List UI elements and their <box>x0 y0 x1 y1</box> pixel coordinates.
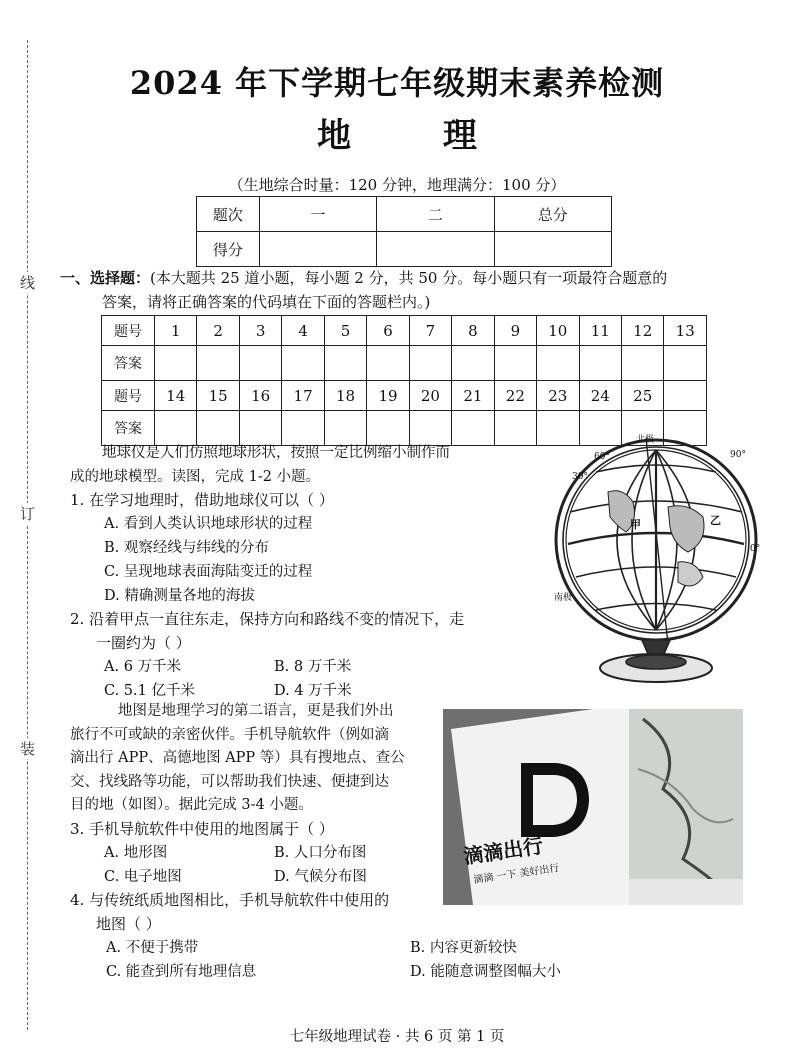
globe-label-south: 南极 <box>554 593 573 603</box>
navigation-app-photo <box>443 709 743 905</box>
answer-cell[interactable] <box>664 346 707 381</box>
answer-cell[interactable] <box>452 411 494 446</box>
question-number: 1 <box>155 316 197 346</box>
question-number: 11 <box>579 316 621 346</box>
section-instructions <box>60 266 780 314</box>
globe-illustration <box>538 432 778 687</box>
passage-map <box>70 700 442 818</box>
question-stem: 4. 与传统纸质地图相比，手机导航软件中使用的 <box>70 891 390 909</box>
question-number <box>664 381 707 411</box>
answer-cell[interactable] <box>494 346 536 381</box>
passage-line: 目的地（如图）。据此完成 3-4 小题。 <box>70 797 313 813</box>
answer-cell[interactable] <box>282 346 324 381</box>
question-stem-cont: 一圈约为（ ） <box>96 634 191 652</box>
question-stem: 2. 沿着甲点一直往东走，保持方向和路线不变的情况下，走 <box>70 610 465 628</box>
score-header-cell: 题次 <box>197 197 260 232</box>
answer-cell[interactable] <box>367 411 409 446</box>
question-number: 10 <box>537 316 579 346</box>
table-row <box>102 381 707 411</box>
question-number: 8 <box>452 316 494 346</box>
option-3b[interactable]: B. 人口分布图 <box>274 845 367 861</box>
question-number: 24 <box>579 381 621 411</box>
question-label: 题号 <box>102 381 155 411</box>
answer-cell[interactable] <box>324 346 366 381</box>
passage-line: 交、找线路等功能，可以帮助我们快速、便捷到达 <box>70 773 389 790</box>
question-number: 5 <box>324 316 366 346</box>
question-number: 18 <box>324 381 366 411</box>
score-header-cell: 二 <box>377 197 494 232</box>
option-1c[interactable]: C. 呈现地球表面海陆变迁的过程 <box>104 564 313 580</box>
instructions-line-2: 答案，请将正确答案的代码填在下面的答题栏内。) <box>102 293 431 311</box>
question-number: 13 <box>664 316 707 346</box>
table-row <box>197 232 612 267</box>
answer-cell[interactable] <box>324 411 366 446</box>
subject-title: 地 理 <box>317 116 517 156</box>
question-number: 23 <box>537 381 579 411</box>
answer-label: 答案 <box>102 411 155 446</box>
answer-cell[interactable] <box>197 346 239 381</box>
question-stem: 3. 手机导航软件中使用的地图属于（ ） <box>70 820 334 838</box>
answer-cell[interactable] <box>239 411 281 446</box>
option-2b[interactable]: B. 8 万千米 <box>274 659 352 675</box>
question-1 <box>70 488 540 608</box>
score-header-cell: 一 <box>259 197 376 232</box>
table-row <box>102 346 707 381</box>
question-number: 17 <box>282 381 324 411</box>
answer-cell[interactable] <box>197 411 239 446</box>
score-cell[interactable] <box>377 232 494 267</box>
answer-cell[interactable] <box>155 346 197 381</box>
page-footer: 七年级地理试卷 · 共 6 页 第 1 页 <box>289 1029 505 1045</box>
question-number: 3 <box>239 316 281 346</box>
margin-char-zhuang: 装 <box>20 740 36 758</box>
option-1b[interactable]: B. 观察经线与纬线的分布 <box>104 540 269 556</box>
exam-title: 2024 年下学期七年级期末素养检测 <box>129 64 665 102</box>
answer-cell[interactable] <box>282 411 324 446</box>
passage-line: 地图是地理学习的第二语言，更是我们外出 <box>118 703 394 719</box>
question-number: 16 <box>239 381 281 411</box>
option-4b[interactable]: B. 内容更新较快 <box>410 940 517 956</box>
app-slogan-text: 滴滴 一下 美好出行 <box>472 863 560 886</box>
globe-icon <box>538 432 778 687</box>
table-row <box>197 197 612 232</box>
question-number: 22 <box>494 381 536 411</box>
option-1a[interactable]: A. 看到人类认识地球形状的过程 <box>104 516 313 532</box>
question-number: 4 <box>282 316 324 346</box>
question-number: 25 <box>621 381 663 411</box>
answer-cell[interactable] <box>494 411 536 446</box>
score-cell[interactable] <box>259 232 376 267</box>
app-name-text: 滴滴出行 <box>461 833 545 869</box>
option-4d[interactable]: D. 能随意调整图幅大小 <box>410 964 561 980</box>
question-number: 2 <box>197 316 239 346</box>
table-row <box>102 316 707 346</box>
question-number: 14 <box>155 381 197 411</box>
option-4c[interactable]: C. 能查到所有地理信息 <box>106 964 257 980</box>
question-number: 9 <box>494 316 536 346</box>
score-cell[interactable] <box>494 232 611 267</box>
passage-line: 滴出行 APP、高德地图 APP 等）具有搜地点、查公 <box>70 750 405 766</box>
answer-grid <box>101 315 707 446</box>
score-row-label: 得分 <box>197 232 260 267</box>
question-stem-cont: 地图（ ） <box>96 915 161 933</box>
passage-globe <box>70 442 540 489</box>
time-info: （生地综合时量：120 分钟，地理满分：100 分） <box>228 176 566 194</box>
question-stem: 1. 在学习地理时，借助地球仪可以（ ） <box>70 491 334 509</box>
question-4 <box>70 888 710 984</box>
globe-label-60: 60° <box>594 452 610 462</box>
answer-cell[interactable] <box>579 346 621 381</box>
question-2 <box>70 607 540 703</box>
question-3 <box>70 817 442 889</box>
question-number: 19 <box>367 381 409 411</box>
answer-cell[interactable] <box>452 346 494 381</box>
question-number: 7 <box>409 316 451 346</box>
answer-label: 答案 <box>102 346 155 381</box>
question-number: 12 <box>621 316 663 346</box>
globe-label-yi: 乙 <box>710 514 721 527</box>
globe-label-90: 90° <box>730 450 746 460</box>
answer-cell[interactable] <box>537 346 579 381</box>
passage-line: 地球仪是人们仿照地球形状，按照一定比例缩小制作而 <box>102 445 450 461</box>
question-number: 15 <box>197 381 239 411</box>
option-3c[interactable]: C. 电子地图 <box>104 869 182 885</box>
passage-line: 旅行不可或缺的亲密伙伴。手机导航软件（例如滴 <box>70 726 389 743</box>
score-header-cell: 总分 <box>494 197 611 232</box>
globe-label-north: 北极 <box>636 435 655 445</box>
option-2a[interactable]: A. 6 万千米 <box>104 659 182 675</box>
question-number: 20 <box>409 381 451 411</box>
answer-cell[interactable] <box>367 346 409 381</box>
answer-cell[interactable] <box>409 411 451 446</box>
option-4a[interactable]: A. 不便于携带 <box>106 940 199 956</box>
option-3a[interactable]: A. 地形图 <box>104 845 168 861</box>
option-3d[interactable]: D. 气候分布图 <box>274 869 367 885</box>
answer-cell[interactable] <box>239 346 281 381</box>
globe-label-jia: 甲 <box>630 518 641 531</box>
question-number: 21 <box>452 381 494 411</box>
instructions-line-1: (本大题共 25 道小题，每小题 2 分，共 50 分。每小题只有一项最符合题意的 <box>150 269 668 287</box>
option-1d[interactable]: D. 精确测量各地的海拔 <box>104 588 255 604</box>
question-label: 题号 <box>102 316 155 346</box>
section-heading: 一、选择题： <box>60 269 151 287</box>
answer-cell[interactable] <box>409 346 451 381</box>
globe-label-30: 30° <box>572 472 588 482</box>
margin-char-xian: 线 <box>20 274 36 292</box>
question-number: 6 <box>367 316 409 346</box>
globe-label-0: 0° <box>750 544 761 554</box>
option-2c[interactable]: C. 5.1 亿千米 <box>104 683 195 699</box>
answer-cell[interactable] <box>621 346 663 381</box>
score-table <box>196 196 612 267</box>
option-2d[interactable]: D. 4 万千米 <box>274 683 352 699</box>
margin-char-ding: 订 <box>20 505 36 523</box>
passage-line: 成的地球模型。读图，完成 1-2 小题。 <box>70 468 321 485</box>
answer-cell[interactable] <box>155 411 197 446</box>
